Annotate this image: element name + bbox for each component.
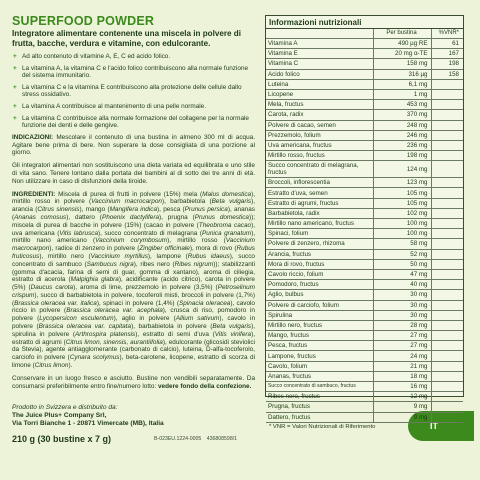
nutrition-row: [266, 239, 463, 249]
nutrient-amount-cell: 9 mg: [373, 412, 431, 422]
manufacturer-line-3: Via Torri Bianche 1 - 20871 Vimercate (MB), Italia: [12, 420, 164, 427]
nutrient-name-cell: Spinaci, folium: [266, 229, 373, 239]
nutrition-row: [266, 151, 463, 161]
nutrition-table: [266, 29, 463, 423]
nutrition-row: [266, 331, 463, 341]
nutrient-amount-cell: 236 mg: [373, 140, 431, 150]
nutrient-vnr-cell: [431, 259, 463, 269]
nutrient-amount-cell: 6,1 mg: [373, 79, 431, 89]
nutrient-name-cell: Broccoli, inflorescentia: [266, 178, 373, 188]
header-vnr-cell: %VNR*: [431, 29, 463, 39]
nutrient-name-cell: Cavolo, folium: [266, 361, 373, 371]
nutrition-row: [266, 110, 463, 120]
nutrient-vnr-cell: [431, 382, 463, 392]
nutrition-row: [266, 229, 463, 239]
claim-item: [12, 115, 255, 130]
nutrient-amount-cell: 102 mg: [373, 208, 431, 218]
claim-item: [12, 103, 255, 111]
nutrient-amount-cell: 9 mg: [373, 402, 431, 412]
nutrient-vnr-cell: [431, 140, 463, 150]
nutrient-name-cell: Prezzemolo, folium: [266, 130, 373, 140]
claim-item: [12, 65, 255, 80]
nutrient-vnr-cell: [431, 361, 463, 371]
nutrient-name-cell: Aglio, bulbus: [266, 290, 373, 300]
manufacturer-block: [12, 404, 262, 428]
nutrient-vnr-cell: [431, 412, 463, 422]
nutrient-amount-cell: 52 mg: [373, 249, 431, 259]
nutrient-amount-cell: 100 mg: [373, 219, 431, 229]
nutrient-amount-cell: 24 mg: [373, 351, 431, 361]
nutrient-vnr-cell: 167: [431, 49, 463, 59]
nutrient-vnr-cell: 61: [431, 39, 463, 49]
nutrient-vnr-cell: [431, 229, 463, 239]
nutrient-amount-cell: 105 mg: [373, 198, 431, 208]
nutrient-vnr-cell: [431, 208, 463, 218]
nutrient-name-cell: Mora di rovo, fructus: [266, 259, 373, 269]
warning-paragraph: Gli integratori alimentari non sostituiscono una dieta variata ed equilibrata e uno stile di vita sano. Tenere lontano dalla portata dei bambini al di sotto dei tre anni di età. Non utilizzare in caso di disfunzioni della tiroide.: [12, 162, 255, 185]
plus-bullet-icon: +: [13, 53, 17, 60]
nutrient-name-cell: Mela, fructus: [266, 100, 373, 110]
nutrient-name-cell: Carota, radix: [266, 110, 373, 120]
nutrition-row: [266, 341, 463, 351]
nutrition-row: [266, 120, 463, 130]
product-subtitle: Integratore alimentare contenente una miscela in polvere di frutta, bacche, verdura e vitamine, con edulcorante.: [12, 29, 241, 48]
nutrition-row: [266, 79, 463, 89]
nutrition-facts-panel: [265, 15, 464, 430]
nutrient-amount-cell: 50 mg: [373, 259, 431, 269]
nutrient-name-cell: Dattero, fructus: [266, 412, 373, 422]
nutrition-row: [266, 219, 463, 229]
nutrient-name-cell: Pomodoro, fructus: [266, 280, 373, 290]
nutrient-vnr-cell: [431, 100, 463, 110]
claim-text: La vitamina A, la vitamina C e l'acido folico contribuiscono alla normale funzione del sistema immunitario.: [22, 64, 249, 80]
nutrient-vnr-cell: [431, 198, 463, 208]
nutrient-vnr-cell: [431, 371, 463, 381]
claim-text: La vitamina A contribuisce al mantenimento di una pelle normale.: [22, 102, 207, 110]
nutrient-vnr-cell: [431, 161, 463, 178]
nutrient-vnr-cell: [431, 120, 463, 130]
nutrient-vnr-cell: [431, 79, 463, 89]
nutrient-vnr-cell: [431, 89, 463, 99]
nutrition-footnote: * VNR = Valori Nutrizionali di Riferimento: [269, 423, 376, 430]
nutrient-name-cell: Pesca, fructus: [266, 341, 373, 351]
nutrient-name-cell: Spirulina: [266, 310, 373, 320]
nutrient-name-cell: Succo concentrato di sambuco, fructus: [266, 382, 373, 392]
header-name-cell: [266, 29, 373, 39]
nutrient-amount-cell: 453 mg: [373, 100, 431, 110]
nutrient-amount-cell: 47 mg: [373, 269, 431, 279]
directions-paragraph: [12, 134, 255, 157]
nutrient-amount-cell: 370 mg: [373, 110, 431, 120]
nutrient-vnr-cell: [431, 392, 463, 402]
nutrient-name-cell: Licopene: [266, 89, 373, 99]
nutrient-name-cell: Cavolo riccio, folium: [266, 269, 373, 279]
nutrient-amount-cell: 27 mg: [373, 341, 431, 351]
nutrient-name-cell: Lampone, fructus: [266, 351, 373, 361]
nutrient-amount-cell: 40 mg: [373, 280, 431, 290]
nutrition-row: [266, 392, 463, 402]
nutrient-amount-cell: 30 mg: [373, 300, 431, 310]
ingredients-label: INGREDIENTI:: [12, 190, 56, 198]
nutrient-amount-cell: 105 mg: [373, 188, 431, 198]
nutrient-name-cell: Uva americana, fructus: [266, 140, 373, 150]
directions-text: Mescolare il contenuto di una bustina in almeno 300 ml di acqua. Agitare bene prima di bere. Non superare la dose consigliata di una porzione al giorno.: [12, 133, 255, 157]
nutrient-amount-cell: 27 mg: [373, 331, 431, 341]
nutrient-vnr-cell: [431, 178, 463, 188]
nutrient-amount-cell: 21 mg: [373, 361, 431, 371]
nutrient-amount-cell: 12 mg: [373, 392, 431, 402]
nutrition-row: [266, 402, 463, 412]
nutrient-name-cell: Acido folico: [266, 69, 373, 79]
nutrient-name-cell: Polvere di cacao, semen: [266, 120, 373, 130]
nutrition-row: [266, 69, 463, 79]
nutrient-vnr-cell: 158: [431, 69, 463, 79]
nutrient-name-cell: Vitamina A: [266, 39, 373, 49]
nutrient-name-cell: Estratto d'uva, semen: [266, 188, 373, 198]
claim-text: La vitamina C e la vitamina E contribuiscono alla protezione delle cellule dallo stress ossidativo.: [22, 83, 242, 99]
nutrient-name-cell: Vitamina E: [266, 49, 373, 59]
nutrition-row: [266, 39, 463, 49]
nutrient-vnr-cell: [431, 239, 463, 249]
nutrition-row: [266, 412, 463, 422]
manufacturer-line-1: Prodotto in Svizzera e distribuito da:: [12, 404, 118, 411]
nutrient-amount-cell: 16 mg: [373, 382, 431, 392]
nutrient-name-cell: Polvere di zenzero, rhizoma: [266, 239, 373, 249]
nutrient-name-cell: Succo concentrato di melagrana, fructus: [266, 161, 373, 178]
net-weight: 210 g (30 bustine x 7 g): [12, 434, 112, 444]
batch-codes: B-023EU.1224-0005 436808598/1: [154, 436, 238, 442]
nutrient-name-cell: Prugna, fructus: [266, 402, 373, 412]
manufacturer-line-2: The Juice Plus+ Company Srl,: [12, 412, 107, 419]
nutrition-row: [266, 300, 463, 310]
nutrient-name-cell: Estratto di agrumi, fructus: [266, 198, 373, 208]
plus-bullet-icon: +: [13, 64, 17, 72]
nutrition-row: [266, 130, 463, 140]
nutrient-amount-cell: 490 µg RE: [373, 39, 431, 49]
nutrition-row: [266, 361, 463, 371]
nutrient-amount-cell: 198 mg: [373, 151, 431, 161]
directions-label: INDICAZIONI:: [12, 133, 54, 141]
nutrient-name-cell: Luteina: [266, 79, 373, 89]
nutrient-amount-cell: 248 mg: [373, 120, 431, 130]
nutrient-vnr-cell: [431, 320, 463, 330]
claim-text: Ad alto contenuto di vitamine A, E, C ed acido folico.: [22, 53, 171, 60]
nutrient-amount-cell: 246 mg: [373, 130, 431, 140]
nutrition-row: [266, 89, 463, 99]
nutrient-vnr-cell: [431, 188, 463, 198]
nutrition-row: [266, 208, 463, 218]
nutrient-vnr-cell: [431, 351, 463, 361]
nutrient-name-cell: Mirtillo nano americano, fructus: [266, 219, 373, 229]
nutrition-row: [266, 320, 463, 330]
nutrition-row: [266, 178, 463, 188]
nutrient-name-cell: Ribes nero, fructus: [266, 392, 373, 402]
nutrient-name-cell: Mirtillo nero, fructus: [266, 320, 373, 330]
nutrition-title: Informazioni nutrizionali: [266, 16, 463, 29]
nutrient-amount-cell: 1 mg: [373, 89, 431, 99]
nutrition-row: [266, 249, 463, 259]
nutrient-vnr-cell: [431, 151, 463, 161]
nutrient-amount-cell: 158 mg: [373, 59, 431, 69]
plus-bullet-icon: +: [13, 83, 17, 91]
nutrient-amount-cell: 123 mg: [373, 178, 431, 188]
product-title: SUPERFOOD POWDER: [12, 14, 155, 28]
nutrient-name-cell: Polvere di carciofo, folium: [266, 300, 373, 310]
health-claims-list: [12, 53, 255, 130]
plus-bullet-icon: +: [13, 114, 17, 122]
storage-text: Conservare in un luogo fresco e asciutto. Bustine non vendibili separatamente. Da consumarsi preferibilmente entro fine/numero lotto:: [12, 374, 255, 390]
nutrient-name-cell: Ananas, fructus: [266, 371, 373, 381]
nutrition-row: [266, 351, 463, 361]
nutrient-vnr-cell: [431, 269, 463, 279]
nutrient-vnr-cell: [431, 280, 463, 290]
nutrient-amount-cell: 124 mg: [373, 161, 431, 178]
nutrition-row: [266, 382, 463, 392]
nutrition-row: [266, 49, 463, 59]
nutrient-amount-cell: 30 mg: [373, 290, 431, 300]
nutrition-row: [266, 100, 463, 110]
nutrient-vnr-cell: [431, 130, 463, 140]
nutrition-row: [266, 140, 463, 150]
claim-item: [12, 84, 255, 99]
nutrient-name-cell: Vitamina C: [266, 59, 373, 69]
nutrient-amount-cell: 28 mg: [373, 320, 431, 330]
claim-text: La vitamina C contribuisce alla normale formazione del collagene per la normale funzione dei denti e delle gengive.: [22, 114, 249, 130]
nutrition-row: [266, 310, 463, 320]
nutrition-row: [266, 269, 463, 279]
nutrition-row: [266, 59, 463, 69]
storage-bold-text: vedere fondo della confezione.: [158, 382, 252, 390]
nutrient-vnr-cell: 198: [431, 59, 463, 69]
nutrient-name-cell: Mirtillo rosso, fructus: [266, 151, 373, 161]
plus-bullet-icon: +: [13, 102, 17, 110]
nutrient-amount-cell: 18 mg: [373, 371, 431, 381]
nutrient-vnr-cell: [431, 249, 463, 259]
nutrient-vnr-cell: [431, 341, 463, 351]
header-amount-cell: Per bustina: [373, 29, 431, 39]
nutrition-row: [266, 161, 463, 178]
label-left-column: [12, 14, 255, 395]
nutrition-header-row: [266, 29, 463, 39]
nutrient-vnr-cell: [431, 110, 463, 120]
nutrient-amount-cell: 58 mg: [373, 239, 431, 249]
ingredients-text: Miscela di purea di frutti in polvere (15%) mela (Malus domestica), mirtillo rosso in polvere (Vaccinium macrocarpon), barbabietola (Beta vulgaris), arancia (Citrus sinensis), mango (Mangifera indica), pesca (Prunus persica), ananas (Ananas comosus), dattero (Phoenix dactylifera), prugna (Prunus domestica)); miscela di purea di bacche in polvere (15%) (cacao in polvere (Theobroma cacao), uva americana (Vitis labrusca), succo concentrato di melagrana (Punica granatum), mirtillo nano americano (Vaccinium corymbosum), mirtillo rosso (Vaccinium macrocarpon), radice di zenzero in polvere (Zingiber officinale), mora di rovo (Rubus fruticosus), mirtillo nero (Vaccinium myrtillus), lampone (Rubus idaeus), succo concentrato di sambuco (Sambucus nigra), ribes nero (Ribes nigrum)); stabilizzanti (gomma d'acacia, farina di semi di guar, gomma di xantano), aroma di ciliegia, estratto di acerola (Malpighia glabra), acidificante (acido citrico), carota in polvere (5%) (Daucus carota), aroma di lime, prezzemolo in polvere (3,5%) (Petroselinum crispum), succo di barbabietola in polvere, tocoferoli misti, broccoli in polvere (1,7%) (Brassica oleracea var. italica), spinaci in polvere (1,4%) (Spinacia oleracea), cavolo riccio in polvere (Brassica oleracea var. acephala), crusca di riso, pomodoro in polvere (Lycopersicon esculentum), aglio in polvere (Allium sativum), cavolo in polvere (Brassica oleracea var. capitata), barbabietola in polvere (Beta vulgaris), spirulina in polvere (Arthrospira platensis), estratto di semi d'uva (Vitis vinifera), estratto di agrumi (Citrus limon, sinensis, aurantiifolia), edulcorante (glicosidi steviolici da Stevia), agente antiagglomerante (carbonato di calcio), luteina, D-alfa-tocoferolo, carciofo in polvere (Cynara scolymus), beta-carotene, licopene, estratto di scorza di limone (Citrus limon).: [12, 190, 256, 370]
ingredients-paragraph: [12, 191, 255, 370]
nutrition-row: [266, 188, 463, 198]
storage-paragraph: [12, 375, 255, 391]
nutrient-name-cell: Mango, fructus: [266, 331, 373, 341]
nutrient-vnr-cell: [431, 331, 463, 341]
nutrient-amount-cell: 20 mg α-TE: [373, 49, 431, 59]
nutrient-vnr-cell: [431, 310, 463, 320]
nutrition-row: [266, 259, 463, 269]
nutrient-amount-cell: 100 mg: [373, 229, 431, 239]
claim-item: [12, 53, 255, 61]
nutrient-vnr-cell: [431, 300, 463, 310]
nutrient-vnr-cell: [431, 402, 463, 412]
language-badge: IT: [408, 411, 474, 441]
nutrient-name-cell: Arancia, fructus: [266, 249, 373, 259]
nutrient-amount-cell: 316 µg: [373, 69, 431, 79]
nutrient-name-cell: Barbabietola, radix: [266, 208, 373, 218]
nutrition-row: [266, 290, 463, 300]
nutrition-row: [266, 198, 463, 208]
nutrient-vnr-cell: [431, 290, 463, 300]
nutrient-vnr-cell: [431, 219, 463, 229]
nutrition-row: [266, 280, 463, 290]
nutrition-row: [266, 371, 463, 381]
nutrient-amount-cell: 30 mg: [373, 310, 431, 320]
